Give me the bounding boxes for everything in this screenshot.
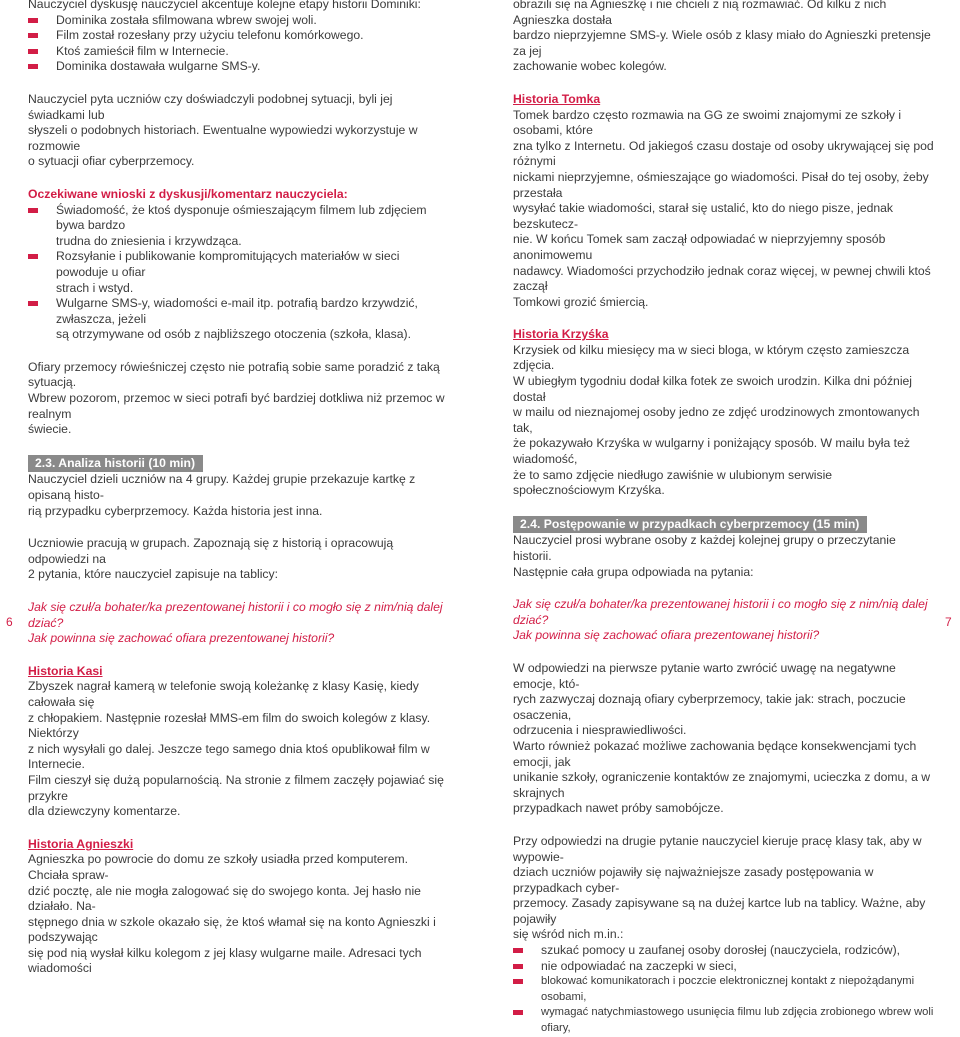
list-item-text: Dominika dostawała wulgarne SMS-y. <box>56 59 261 74</box>
list-item: wymagać natychmiastowego usunięcia filmu lub zdjęcia zrobionego wbrew woli ofiary, <box>513 1005 935 1036</box>
bullet-marker <box>28 49 38 54</box>
paragraph: Uczniowie pracują w grupach. Zapoznają się z historią i opracowują odpowiedzi na 2 pytania, które nauczyciel zapisuje na tablicy: <box>28 536 394 582</box>
story-title-krzyska: Historia Krzyśka <box>513 327 609 342</box>
list-item: Świadomość, że ktoś dysponuje ośmieszającym filmem lub zdjęciem bywa bardzo trudna do zniesienia i krzywdząca. <box>28 203 448 250</box>
story-title-agnieszka: Historia Agnieszki <box>28 836 134 851</box>
paragraph: Warto również pokazać możliwe zachowania będące konsekwencjami tych emocji, jak unikanie szkoły, ograniczenie kontaktów ze znajomymi, ucieczka z domu, a w skrajnych przypadkach nawet próby samobójcze. <box>513 738 931 816</box>
list-item-text: Dominika została sfilmowana wbrew swojej woli. <box>56 12 317 27</box>
paragraph: W odpowiedzi na pierwsze pytanie warto zwrócić uwagę na negatywne emocje, któ- rych zazwyczaj doznają ofiary cyberprzemocy, takie jak: strach, poczucie osaczenia, odrzucenia i niesprawiedliwości. <box>513 660 906 738</box>
bullet-marker <box>513 948 523 953</box>
list-item <box>28 44 448 60</box>
list-item <box>28 59 448 75</box>
conclusions-heading: Oczekiwane wnioski z dyskusji/komentarz nauczyciela: <box>28 186 348 201</box>
list-item <box>28 28 448 44</box>
story-title-tomka: Historia Tomka <box>513 91 601 106</box>
bullet-marker <box>513 1010 523 1015</box>
list-item-text: Ktoś zamieścił film w Internecie. <box>56 43 229 58</box>
list-item: nie odpowiadać na zaczepki w sieci, <box>513 959 935 975</box>
bullet-marker <box>28 33 38 38</box>
list-item <box>28 13 448 29</box>
bullet-marker <box>28 208 38 213</box>
story-text-agnieszka-cont: obrazili się na Agnieszkę i nie chcieli z nią rozmawiać. Od kilku z nich Agnieszka dostała bardzo nieprzyjemne SMS-y. Wiele osób z klasy miało do Agnieszki pretensje za jej zachowanie wobec kolegów. <box>513 0 931 74</box>
list-item: szukać pomocy u zaufanej osoby dorosłej (nauczyciela, rodziców), <box>513 943 935 959</box>
questions: Jak się czuł/a bohater/ka prezentowanej historii i co mogło się z nim/nią dalej dziać? Jak powinna się zachować ofiara prezentowanej historii? <box>28 600 443 646</box>
questions: Jak się czuł/a bohater/ka prezentowanej historii i co mogło się z nim/nią dalej dziać? Jak powinna się zachować ofiara prezentowanej historii? <box>513 597 928 643</box>
bullet-marker <box>513 964 523 969</box>
story-text-tomka: Tomek bardzo często rozmawia na GG ze swoimi znajomymi ze szkoły i osobami, które zna tylko z Internetu. Od jakiegoś czasu dostaje od osoby ukrywającej się pod różnymi nickami nieprzyjemne, ośmieszające go wiadomości. Pisał do tej osoby, żeby przestała wysyłać takie wiadomości, starał się ustalić, kto do niego pisze, jednak bezskutecz- nie. W końcu Tomek sam zaczął odpowiadać w nieprzyjemny sposób anonimowemu nadawcy. Wiadomości przychodziło jednak coraz więcej, w pewnej chwili ktoś zaczął Tomkowi grozić śmiercią. <box>513 107 934 309</box>
story-text-kasi: Zbyszek nagrał kamerą w telefonie swoją koleżankę z klasy Kasię, kiedy całowała się z chłopakiem. Następnie rozesłał MMS-em film do swoich kolegów z klasy. Niektórzy z nich wysyłali go dalej. Jeszcze tego samego dnia ktoś opublikował film w Internecie. Film cieszył się dużą popularnością. Na stronie z filmem zaczęły pojawiać się przykre dla dziewczyny komentarze. <box>28 679 444 819</box>
bullet-marker <box>28 301 38 306</box>
section-title: 2.4. Postępowanie w przypadkach cyberprzemocy (15 min) <box>513 516 867 534</box>
intro-line: Nauczyciel dyskusję nauczyciel akcentuje kolejne etapy historii Dominiki: <box>28 0 421 11</box>
bullet-marker <box>28 18 38 23</box>
left-column <box>28 0 448 977</box>
list-item: Wulgarne SMS-y, wiadomości e-mail itp. potrafią bardzo krzywdzić, zwłaszcza, jeżeli są otrzymywane od osób z najbliższego otoczenia (szkoła, klasa). <box>28 296 448 343</box>
paragraph: Przy odpowiedzi na drugie pytanie nauczyciel kieruje pracę klasy tak, aby w wypowie- dziach uczniów pojawiły się najważniejsze zasady postępowania w przypadkach cyber- przemocy. Zasady zapisywane są na dużej kartce lub na tablicy. Ważne, aby pojawiły się wśród nich m.in.: <box>513 833 926 942</box>
bullet-marker <box>28 64 38 69</box>
section-title: 2.3. Analiza historii (10 min) <box>28 455 203 473</box>
page-number-right: 7 <box>945 615 952 629</box>
paragraph: Nauczyciel dzieli uczniów na 4 grupy. Każdej grupie przekazuje kartkę z opisaną histo- rią przypadku cyberprzemocy. Każda historia jest inna. <box>28 472 416 518</box>
story-title-kasi: Historia Kasi <box>28 663 103 678</box>
bullet-marker <box>513 979 523 984</box>
story-text-krzyska: Krzysiek od kilku miesięcy ma w sieci bloga, w którym często zamieszcza zdjęcia. W ubiegłym tygodniu dodał kilka fotek ze swoich urodzin. Kilka dni później dostał w mailu od nieznajomej osoby jedno ze zdjęć urodzinowych zmontowanych tak, że pokazywało Krzyśka w wulgarny i poniżający sposób. W mailu była też wiadomość, że to samo zdjęcie niedługo zawiśnie w ulubionym serwisie społecznościowym Krzyśka. <box>513 342 920 498</box>
paragraph: Nauczyciel pyta uczniów czy doświadczyli podobnej sytuacji, byli jej świadkami lub słyszeli o podobnych historiach. Ewentualne wypowiedzi wykorzystuje w rozmowie o sytuacji ofiar cyberprzemocy. <box>28 91 418 169</box>
paragraph: Nauczyciel prosi wybrane osoby z każdej kolejnej grupy o przeczytanie historii. Następnie cała grupa odpowiada na pytania: <box>513 533 896 579</box>
list-item: blokować komunikatorach i poczcie elektronicznej kontakt z niepożądanymi osobami, <box>513 974 935 1005</box>
list-item-text: Film został rozesłany przy użyciu telefonu komórkowego. <box>56 28 364 43</box>
bullet-marker <box>28 254 38 259</box>
right-column <box>513 0 935 1037</box>
page-number-left: 6 <box>6 615 13 629</box>
list-item: Rozsyłanie i publikowanie kompromitujących materiałów w sieci powoduje u ofiar strach i wstyd. <box>28 249 448 296</box>
story-text-agnieszka: Agnieszka po powrocie do domu ze szkoły usiadła przed komputerem. Chciała spraw- dzić pocztę, ale nie mogła zalogować się do swojego konta. Jej hasło nie działało. Na- stępnego dnia w szkole okazało się, że ktoś włamał się na konto Agnieszki i podszywając się pod nią wysłał kilku kolegom z jej klasy wulgarne maile. Adresaci tych wiadomości <box>28 852 436 976</box>
paragraph: Ofiary przemocy rówieśniczej często nie potrafią sobie same poradzić z taką sytuacją. Wbrew pozorom, przemoc w sieci potrafi być bardziej dotkliwa niż przemoc w realnym świecie. <box>28 359 445 437</box>
